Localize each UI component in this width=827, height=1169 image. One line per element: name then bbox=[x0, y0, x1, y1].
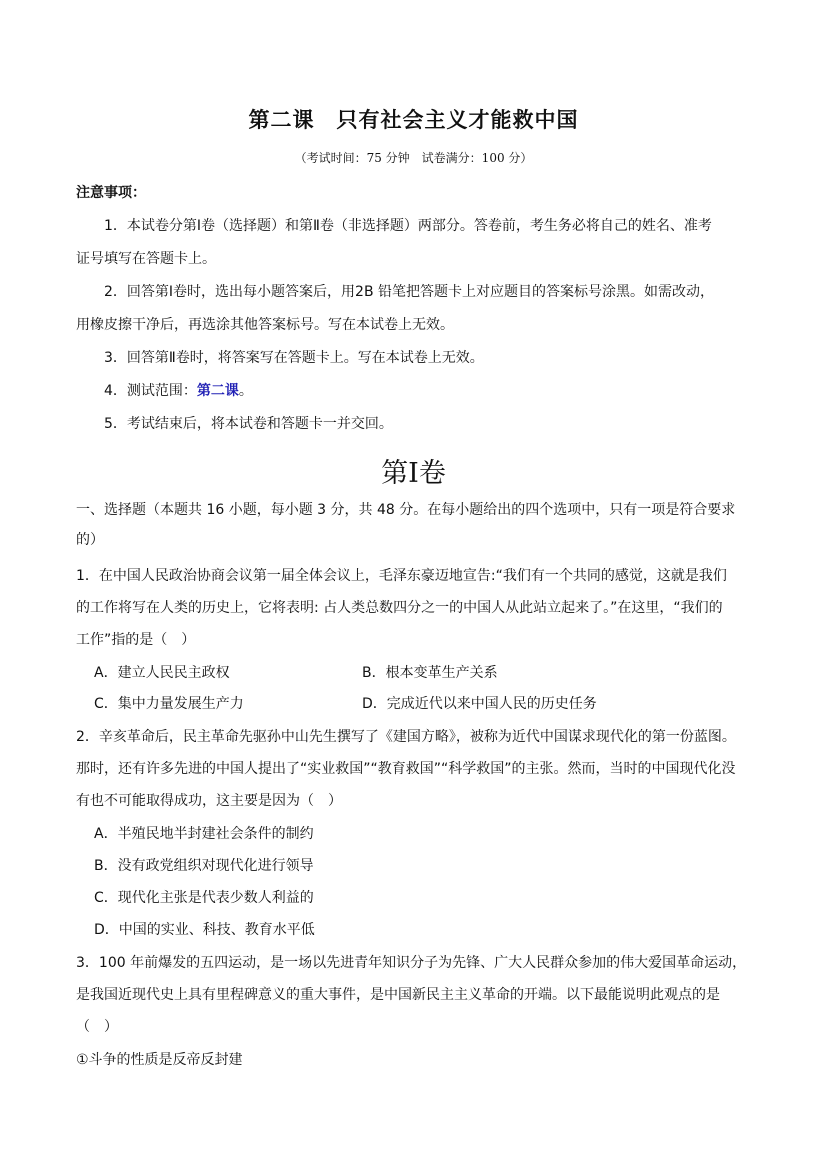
question-2-line-3: 有也不可能取得成功，这主要是因为（ ） bbox=[76, 793, 342, 809]
note-1-line-2: 证号填写在答题卡上。 bbox=[76, 251, 216, 267]
question-1-option-b: B．根本变革生产关系 bbox=[362, 665, 498, 681]
test-scope: 第二课 bbox=[196, 383, 239, 399]
section-title: 第Ⅰ卷 bbox=[381, 458, 446, 489]
question-1-option-a: A．建立人民民主政权 bbox=[94, 665, 230, 681]
question-3-line-2: 是我国近现代史上具有里程碑意义的重大事件，是中国新民主主义革命的开端。以下最能说明此观点的是 bbox=[76, 987, 720, 1003]
note-2-line-2: 用橡皮擦干净后，再选涂其他答案标号。写在本试卷上无效。 bbox=[76, 317, 454, 333]
note-2-line-1: 2．回答第Ⅰ卷时，选出每小题答案后，用2B 铅笔把答题卡上对应题目的答案标号涂黑。如需改动， bbox=[104, 284, 714, 300]
section-intro-line-1: 一、选择题（本题共 16 小题，每小题 3 分，共 48 分。在每小题给出的四个选项中，只有一项是符合要求 bbox=[76, 502, 736, 518]
note-5: 5．考试结束后，将本试卷和答题卡一并交回。 bbox=[104, 416, 393, 432]
question-3-item-1: ①斗争的性质是反帝反封建 bbox=[76, 1052, 243, 1068]
note-4-suffix: 。 bbox=[238, 383, 253, 399]
note-3: 3．回答第Ⅱ卷时，将答案写在答题卡上。写在本试卷上无效。 bbox=[104, 350, 484, 366]
question-1-option-d: D．完成近代以来中国人民的历史任务 bbox=[362, 696, 597, 712]
question-2-option-a: A．半殖民地半封建社会条件的制约 bbox=[94, 826, 314, 842]
question-1-option-c: C．集中力量发展生产力 bbox=[94, 696, 244, 712]
question-3-line-1: 3．100 年前爆发的五四运动，是一场以先进青年知识分子为先锋、广大人民群众参加的伟大爱国革命运动， bbox=[76, 955, 747, 971]
section-intro-line-2: 的） bbox=[76, 532, 104, 548]
question-1-line-3: 工作”指的是（ ） bbox=[76, 632, 196, 648]
question-2-line-2: 那时，还有许多先进的中国人提出了“实业救国”“教育救国”“科学救国”的主张。然而，当时的中国现代化没 bbox=[76, 761, 736, 777]
question-1-line-2: 的工作将写在人类的历史上，它将表明: 占人类总数四分之一的中国人从此站立起来了。”在这里，“我们的 bbox=[76, 600, 723, 616]
note-4 bbox=[104, 381, 253, 401]
note-1-line-1: 1．本试卷分第Ⅰ卷（选择题）和第Ⅱ卷（非选择题）两部分。答卷前，考生务必将自己的姓名、准考 bbox=[104, 218, 712, 234]
page-title: 第二课 只有社会主义才能救中国 bbox=[248, 107, 579, 132]
question-1-line-1: 1．在中国人民政治协商会议第一届全体会议上，毛泽东豪迈地宣告:“我们有一个共同的感觉，这就是我们 bbox=[76, 568, 727, 584]
note-4-prefix: 4．测试范围： bbox=[104, 383, 197, 399]
question-2-option-c: C．现代化主张是代表少数人利益的 bbox=[94, 890, 314, 906]
question-3-line-3: （ ） bbox=[76, 1019, 118, 1035]
question-2-option-d: D．中国的实业、科技、教育水平低 bbox=[94, 922, 315, 938]
notes-heading: 注意事项： bbox=[76, 185, 146, 201]
exam-info: （考试时间：75 分钟 试卷满分：100 分） bbox=[294, 151, 533, 165]
question-2-line-1: 2．辛亥革命后，民主革命先驱孙中山先生撰写了《建国方略》，被称为近代中国谋求现代化的第一份蓝图。 bbox=[76, 729, 736, 745]
question-2-option-b: B．没有政党组织对现代化进行领导 bbox=[94, 858, 314, 874]
